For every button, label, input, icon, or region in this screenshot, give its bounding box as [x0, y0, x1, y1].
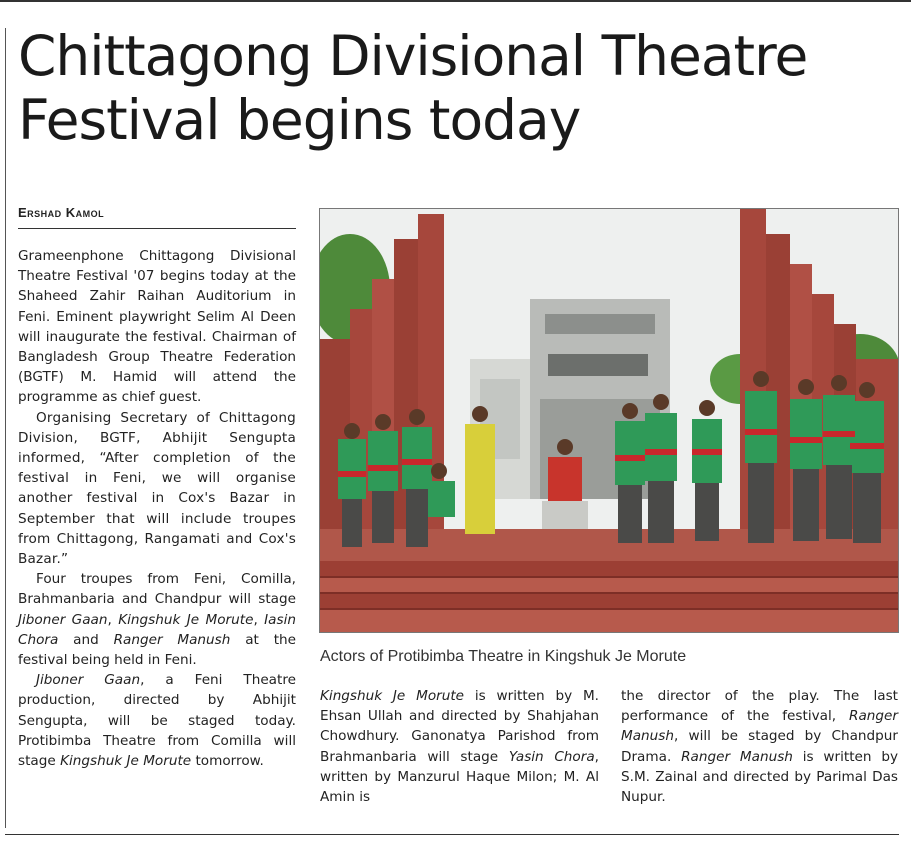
paragraph-2: Organising Secretary of Chittagong Division, BGTF, Abhijit Sengupta informed, “After completion of the festival in Feni, we will organise another festival in Cox's Bazar in September that will include troupes from Chittagong, Rangamati and Cox's Bazar.”: [18, 409, 296, 568]
play-title: Kingshuk Je Morute: [118, 611, 254, 628]
headline: Chittagong Divisional Theatre Festival begins today: [18, 24, 808, 152]
play-title: Iasin Chora: [18, 611, 296, 648]
column-rule: [5, 28, 6, 828]
article-column-3: [621, 686, 898, 807]
play-title: Yasin Chora: [508, 748, 595, 765]
play-title: Ranger Manush: [113, 631, 231, 648]
paragraph-3: Four troupes from Feni, Comilla, Brahmanbaria and Chandpur will stage Jiboner Gaan, Kingshuk Je Morute, Iasin Chora and Ranger Manush at the festival being held in Feni.: [18, 571, 296, 669]
byline: Ershad Kamol: [18, 205, 296, 229]
photo-caption: Actors of Protibimba Theatre in Kingshuk Je Morute: [320, 648, 687, 665]
bottom-rule: [5, 834, 899, 835]
paragraph-5: Kingshuk Je Morute is written by M. Ehsan Ullah and directed by Shahjahan Chowdhury. Ganonatya Parishod from Brahmanbaria will stage Yasin Chora, written by Manzurul Haque Milon; M. Al Amin is: [320, 688, 599, 806]
paragraph-1: Grameenphone Chittagong Divisional Theatre Festival '07 begins today at the Shaheed Zahir Raihan Auditorium in Feni. Eminent playwright Selim Al Deen will inaugurate the festival. Chairman of Bangladesh Group Theatre Federation (BGTF) M. Hamid will attend the programme as chief guest.: [18, 248, 296, 406]
play-title: Jiboner Gaan: [18, 611, 108, 628]
play-title: Jiboner Gaan: [36, 672, 141, 689]
paragraph-4: Jiboner Gaan, a Feni Theatre production, directed by Abhijit Sengupta, will be staged today. Protibimba Theatre from Comilla will stage Kingshuk Je Morute tomorrow.: [18, 672, 296, 770]
article-column-2: [320, 686, 599, 807]
play-title: Ranger Manush: [621, 708, 898, 745]
top-rule: [0, 0, 911, 2]
paragraph-6: the director of the play. The last performance of the festival, Ranger Manush, will be staged by Chandpur Drama. Ranger Manush is written by S.M. Zainal and directed by Parimal Das Nupur.: [621, 688, 898, 806]
play-title: Ranger Manush: [681, 748, 793, 765]
article-column-1: [18, 246, 296, 771]
stage-photo: [319, 208, 899, 633]
play-title: Kingshuk Je Morute: [60, 753, 192, 770]
play-title: Kingshuk Je Morute: [320, 688, 465, 704]
